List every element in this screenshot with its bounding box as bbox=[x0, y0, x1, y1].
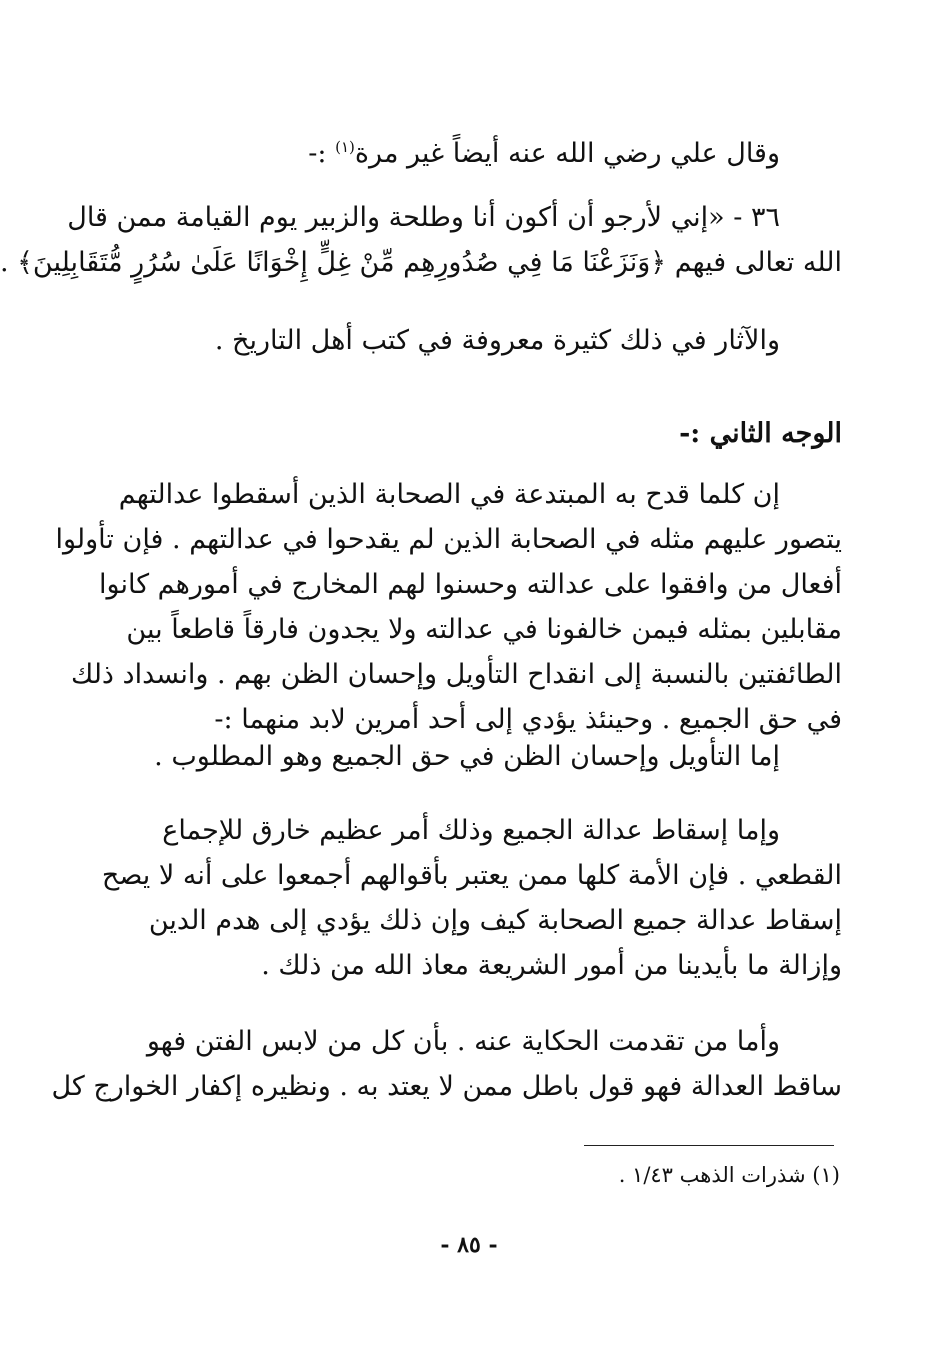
paragraph-line: إن كلما قدح به المبتدعة في الصحابة الذين أسقطوا عدالتهم bbox=[118, 479, 780, 510]
paragraph-line: إسقاط عدالة جميع الصحابة كيف وإن ذلك يؤدي إلى هدم الدين bbox=[148, 905, 842, 936]
page-number: - ٨٥ - bbox=[440, 1232, 498, 1258]
paragraph-3 bbox=[51, 1019, 842, 1109]
section-heading: الوجه الثاني :- bbox=[679, 418, 842, 449]
paragraph-line: القطعي . فإن الأمة كلها ممن يعتبر بأقوالهم أجمعوا على أنه لا يصح bbox=[101, 860, 842, 891]
footnote-marker: (١) bbox=[335, 138, 355, 156]
quran-verse-line: الله تعالى فيهم ﴿وَنَزَعْنَا مَا فِي صُدُورِهِم مِّنْ غِلٍّ إِخْوَانًا عَلَىٰ سُرُرٍ مُّتَقَابِلِينَ﴾ . bbox=[0, 247, 842, 278]
paragraph-line: وأما من تقدمت الحكاية عنه . بأن كل من لابس الفتن فهو bbox=[146, 1026, 780, 1057]
athar-line bbox=[140, 318, 842, 363]
paragraph-line: وإزالة ما بأيدينا من أمور الشريعة معاذ الله من ذلك . bbox=[261, 950, 842, 981]
paragraph-line: وإما إسقاط عدالة الجميع وذلك أمر عظيم خارق للإجماع bbox=[162, 815, 780, 846]
quote-intro-tail: :- bbox=[308, 138, 327, 169]
narration-line: ٣٦ - «إني لأرجو أن أكون أنا وطلحة والزبير يوم القيامة ممن قال bbox=[67, 202, 780, 233]
intro-line bbox=[140, 131, 842, 176]
footnote-divider bbox=[584, 1145, 834, 1146]
paragraph-1 bbox=[55, 472, 842, 779]
quote-intro-text: وقال علي رضي الله عنه أيضاً غير مرة bbox=[354, 138, 780, 169]
paragraph-line: يتصور عليهم مثله في الصحابة الذين لم يقدحوا في عدالتهم . فإن تأولوا bbox=[55, 524, 842, 555]
paragraph-line: أفعال من وافقوا على عدالته وحسنوا لهم المخارج في أمورهم كانوا bbox=[99, 569, 842, 600]
narration-36 bbox=[0, 195, 842, 285]
athar-text: والآثار في ذلك كثيرة معروفة في كتب أهل التاريخ . bbox=[214, 325, 780, 356]
paragraph-line: إما التأويل وإحسان الظن في حق الجميع وهو المطلوب . bbox=[154, 741, 780, 772]
paragraph-2 bbox=[101, 808, 842, 988]
paragraph-line: مقابلين بمثله فيمن خالفونا في عدالته ولا يجدون فارقاً قاطعاً بين bbox=[126, 614, 842, 645]
paragraph-line: ساقط العدالة فهو قول باطل ممن لا يعتد به . ونظيره إكفار الخوارج كل bbox=[51, 1071, 842, 1102]
footnote: (١) شذرات الذهب ١/٤٣ . bbox=[618, 1163, 840, 1187]
paragraph-line: الطائفتين بالنسبة إلى انقداح التأويل وإحسان الظن بهم . وانسداد ذلك bbox=[70, 659, 842, 690]
paragraph-line: في حق الجميع . وحينئذ يؤدي إلى أحد أمرين لابد منهما :- bbox=[214, 704, 842, 735]
section-heading-block bbox=[140, 411, 842, 456]
quote-intro bbox=[140, 131, 842, 176]
